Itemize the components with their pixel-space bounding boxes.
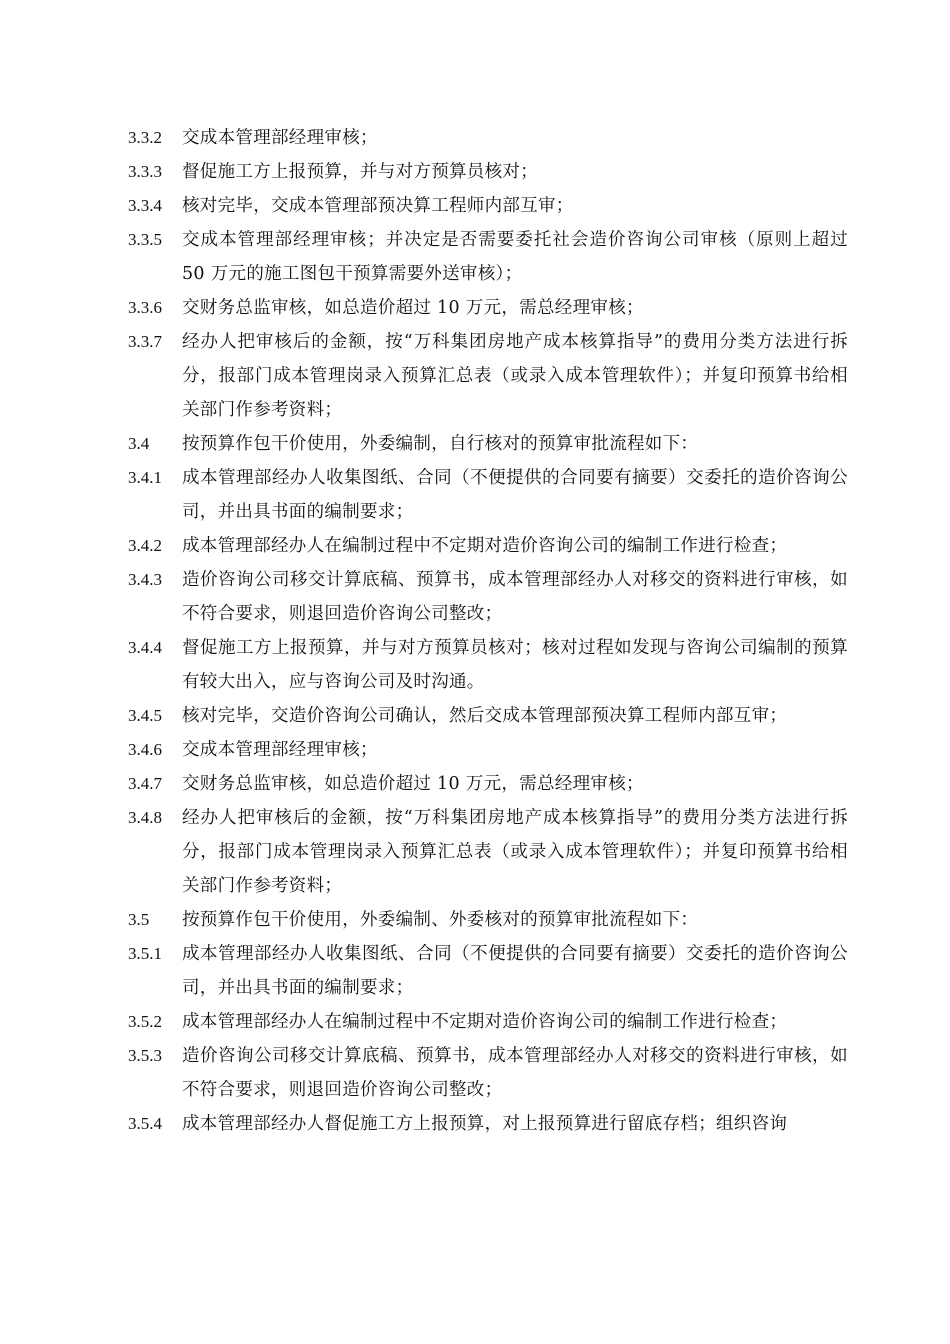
clause-3-4-3 xyxy=(128,563,848,631)
clause-3-5-2 xyxy=(128,1005,848,1039)
clause-3-3-2 xyxy=(128,121,848,155)
clause-number: 3.5.3 xyxy=(128,1046,162,1065)
clause-3-3-7 xyxy=(128,325,848,427)
clause-3-3-3 xyxy=(128,155,848,189)
clause-3-4-4 xyxy=(128,631,848,699)
clause-number: 3.5.4 xyxy=(128,1114,162,1133)
clause-number: 3.4.3 xyxy=(128,570,162,589)
clause-3-5-4 xyxy=(128,1107,848,1141)
clause-3-4-2 xyxy=(128,529,848,563)
clause-number: 3.3.2 xyxy=(128,128,162,147)
clause-text: 交成本管理部经理审核； xyxy=(182,128,378,148)
clause-text: 交财务总监审核，如总造价超过 10 万元，需总经理审核； xyxy=(182,298,644,318)
clause-text: 成本管理部经办人收集图纸、合同（不便提供的合同要有摘要）交委托的造价咨询公司，并出具书面的编制要求； xyxy=(182,944,848,998)
clause-3-4-7 xyxy=(128,767,848,801)
clause-number: 3.4.2 xyxy=(128,536,162,555)
clause-number: 3.3.3 xyxy=(128,162,162,181)
clause-number: 3.3.6 xyxy=(128,298,162,317)
clause-3-5-1 xyxy=(128,937,848,1005)
clause-text: 交成本管理部经理审核； xyxy=(182,740,378,760)
clause-3-5-3 xyxy=(128,1039,848,1107)
clause-number: 3.4.4 xyxy=(128,638,162,657)
clause-text: 交成本管理部经理审核；并决定是否需要委托社会造价咨询公司审核（原则上超过 50 万元的施工图包干预算需要外送审核）； xyxy=(182,230,848,284)
section-number: 3.4 xyxy=(128,434,150,453)
clause-number: 3.3.4 xyxy=(128,196,162,215)
clause-3-3-4 xyxy=(128,189,848,223)
clause-number: 3.4.8 xyxy=(128,808,162,827)
section-number: 3.5 xyxy=(128,910,150,929)
clause-number: 3.5.1 xyxy=(128,944,162,963)
clause-text: 成本管理部经办人督促施工方上报预算，对上报预算进行留底存档；组织咨询 xyxy=(182,1114,788,1134)
clause-number: 3.4.5 xyxy=(128,706,162,725)
clause-3-3-6 xyxy=(128,291,848,325)
clause-3-4-8 xyxy=(128,801,848,903)
clause-text: 经办人把审核后的金额，按“万科集团房地产成本核算指导”的费用分类方法进行拆分，报部门成本管理岗录入预算汇总表（或录入成本管理软件）；并复印预算书给相关部门作参考资料； xyxy=(182,332,848,420)
clause-number: 3.4.7 xyxy=(128,774,162,793)
clause-text: 成本管理部经办人在编制过程中不定期对造价咨询公司的编制工作进行检查； xyxy=(182,1012,788,1032)
section-text: 按预算作包干价使用，外委编制、外委核对的预算审批流程如下： xyxy=(182,910,699,930)
clause-number: 3.3.7 xyxy=(128,332,162,351)
clause-text: 经办人把审核后的金额，按“万科集团房地产成本核算指导”的费用分类方法进行拆分，报部门成本管理岗录入预算汇总表（或录入成本管理软件）；并复印预算书给相关部门作参考资料； xyxy=(182,808,848,896)
clause-text: 造价咨询公司移交计算底稿、预算书，成本管理部经办人对移交的资料进行审核，如不符合要求，则退回造价咨询公司整改； xyxy=(182,1046,848,1100)
section-3-4-heading xyxy=(128,427,848,461)
clause-number: 3.4.6 xyxy=(128,740,162,759)
clause-text: 交财务总监审核，如总造价超过 10 万元，需总经理审核； xyxy=(182,774,644,794)
clause-number: 3.4.1 xyxy=(128,468,162,487)
clause-3-4-1 xyxy=(128,461,848,529)
section-3-5-heading xyxy=(128,903,848,937)
clause-text: 督促施工方上报预算，并与对方预算员核对； xyxy=(182,162,538,182)
clause-text: 核对完毕，交造价咨询公司确认，然后交成本管理部预决算工程师内部互审； xyxy=(182,706,788,726)
clause-number: 3.5.2 xyxy=(128,1012,162,1031)
clause-text: 成本管理部经办人在编制过程中不定期对造价咨询公司的编制工作进行检查； xyxy=(182,536,788,556)
section-text: 按预算作包干价使用，外委编制，自行核对的预算审批流程如下： xyxy=(182,434,699,454)
clause-text: 造价咨询公司移交计算底稿、预算书，成本管理部经办人对移交的资料进行审核，如不符合要求，则退回造价咨询公司整改； xyxy=(182,570,848,624)
clause-number: 3.3.5 xyxy=(128,230,162,249)
clause-text: 核对完毕，交成本管理部预决算工程师内部互审； xyxy=(182,196,574,216)
clause-text: 督促施工方上报预算，并与对方预算员核对；核对过程如发现与咨询公司编制的预算有较大出入，应与咨询公司及时沟通。 xyxy=(182,638,848,692)
clause-3-4-6 xyxy=(128,733,848,767)
document-body xyxy=(128,121,848,1141)
clause-text: 成本管理部经办人收集图纸、合同（不便提供的合同要有摘要）交委托的造价咨询公司，并出具书面的编制要求； xyxy=(182,468,848,522)
clause-3-4-5 xyxy=(128,699,848,733)
clause-3-3-5 xyxy=(128,223,848,291)
